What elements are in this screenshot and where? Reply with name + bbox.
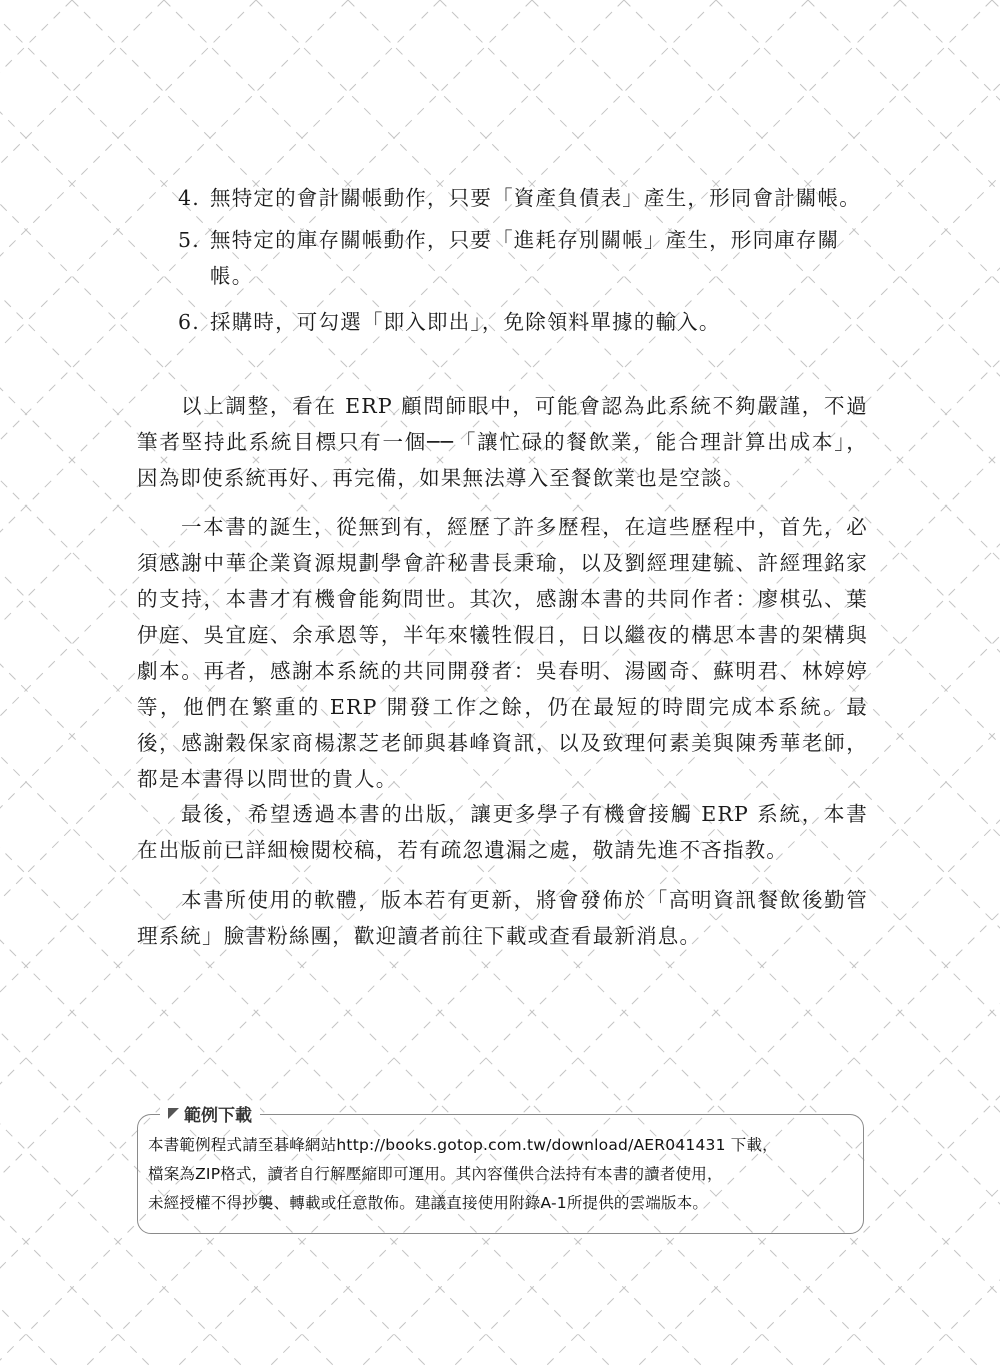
list-item (178, 222, 868, 294)
download-box-line: 檔案為ZIP格式，讀者自行解壓縮即可運用。其內容僅供合法持有本書的讀者使用， (148, 1165, 723, 1183)
list-number: 6. (178, 310, 200, 334)
list-number: 4. (178, 186, 200, 210)
download-box-line: 本書範例程式請至碁峰網站http://books.gotop.com.tw/download/AER041431 下載， (148, 1136, 778, 1154)
download-box-title-text: 範例下載 (184, 1106, 252, 1126)
download-box-title (160, 1101, 260, 1126)
list-item (178, 180, 868, 216)
download-box (137, 1106, 864, 1234)
list-item (178, 304, 868, 340)
download-box-line: 未經授權不得抄襲、轉載或任意散佈。建議直接使用附錄A-1所提供的雲端版本。 (148, 1194, 709, 1212)
list-text: 無特定的庫存關帳動作，只要「進耗存別關帳」產生，形同庫存關帳。 (210, 228, 840, 288)
paragraph: 以上調整，看在 ERP 顧問師眼中，可能會認為此系統不夠嚴謹，不過筆者堅持此系統目標只有一個──「讓忙碌的餐飲業，能合理計算出成本」，因為即使系統再好、再完備，如果無法導入至餐飲業也是空談。 (137, 394, 868, 490)
paragraph: 一本書的誕生，從無到有，經歷了許多歷程，在這些歷程中，首先，必須感謝中華企業資源規劃學會許秘書長秉瑜，以及劉經理建毓、許經理銘家的支持，本書才有機會能夠問世。其次，感謝本書的共同作者：廖棋弘、葉伊庭、吳宜庭、余承恩等，半年來犧牲假日，日以繼夜的構思本書的架構與劇本。再者，感謝本系統的共同開發者：吳春明、湯國奇、蘇明君、林婷婷等，他們在繁重的 ERP 開發工作之餘，仍在最短的時間完成本系統。最後，感謝穀保家商楊潔芝老師與碁峰資訊，以及致理何素美與陳秀華老師，都是本書得以問世的貴人。 (137, 515, 868, 791)
numbered-list (178, 180, 868, 346)
triangle-icon (168, 1108, 179, 1119)
download-box-body (148, 1131, 858, 1218)
paragraph: 最後，希望透過本書的出版，讓更多學子有機會接觸 ERP 系統，本書在出版前已詳細檢閱校稿，若有疏忽遺漏之處，敬請先進不吝指教。 (137, 802, 868, 862)
list-text: 採購時，可勾選「即入即出」，免除領料單據的輸入。 (210, 310, 721, 334)
list-number: 5. (178, 228, 200, 252)
paragraph: 本書所使用的軟體，版本若有更新，將會發佈於「高明資訊餐飲後勤管理系統」臉書粉絲團，歡迎讀者前往下載或查看最新消息。 (137, 888, 868, 948)
list-text: 無特定的會計關帳動作，只要「資產負債表」產生，形同會計關帳。 (210, 186, 861, 210)
